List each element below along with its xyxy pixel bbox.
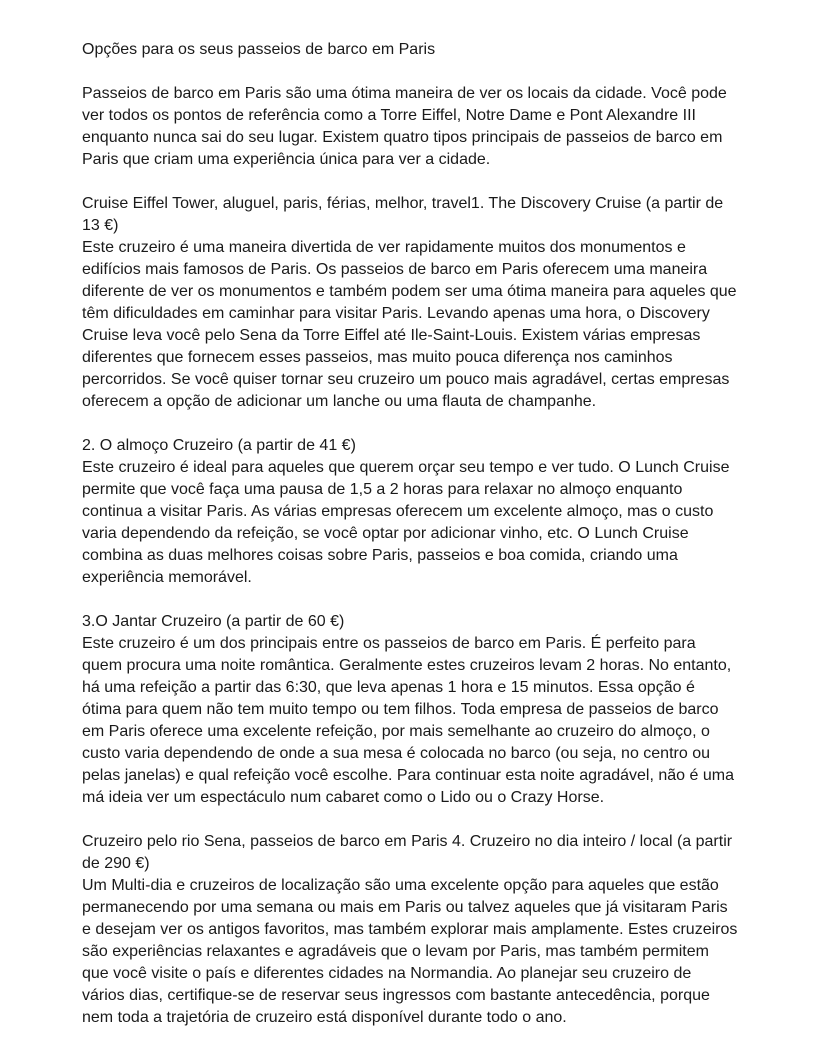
section-1-heading: Cruise Eiffel Tower, aluguel, paris, férias, melhor, travel1. The Discovery Cruise (a partir de 13 €) [82,195,724,234]
intro-paragraph: Passeios de barco em Paris são uma ótima maneira de ver os locais da cidade. Você pode ver todos os pontos de referência como a Torre Eiffel, Notre Dame e Pont Alexandre III enquanto nunca sai do seu lugar. Existem quatro tipos principais de passeios de barco em Paris que criam uma experiência única para ver a cidade. [82,85,727,168]
section-3-body: Este cruzeiro é um dos principais entre os passeios de barco em Paris. É perfeito para quem procura uma noite romântica. Geralmente estes cruzeiros levam 2 horas. No entanto, há uma refeição a partir das 6:30, que leva apenas 1 hora e 15 minutos. Essa opção é ótima para quem não tem muito tempo ou tem filhos. Toda empresa de passeios de barco em Paris oferece uma excelente refeição, por mais semelhante ao cruzeiro do almoço, o custo varia dependendo de onde a sua mesa é colocada no barco (ou seja, no centro ou pelas janelas) e qual refeição você escolhe. Para continuar esta noite agradável, não é uma má ideia ver um espectáculo num cabaret como o Lido ou o Crazy Horse. [82,635,734,806]
document-page [82,39,738,1029]
section-4-body: Um Multi-dia e cruzeiros de localização são uma excelente opção para aqueles que estão permanecendo por uma semana ou mais em Paris ou talvez aqueles que já visitaram Paris e desejam ver os antigos favoritos, mas também explorar mais amplamente. Estes cruzeiros são experiências relaxantes e agradáveis que o levam por Paris, mas também permitem que você visite o país e diferentes cidades na Normandia. Ao planejar seu cruzeiro de vários dias, certifique-se de reservar seus ingressos com bastante antecedência, porque nem toda a trajetória de cruzeiro está disponível durante todo o ano. [82,877,738,1026]
paragraph-gap [82,61,738,83]
paragraph-gap [82,413,738,435]
section-1-body: Este cruzeiro é uma maneira divertida de ver rapidamente muitos dos monumentos e edifícios mais famosos de Paris. Os passeios de barco em Paris oferecem uma maneira diferente de ver os monumentos e também podem ser uma ótima maneira para aqueles que têm dificuldades em caminhar para visitar Paris. Levando apenas uma hora, o Discovery Cruise leva você pelo Sena da Torre Eiffel até Ile-Saint-Louis. Existem várias empresas diferentes que fornecem esses passeios, mas muito pouca diferença nos caminhos percorridos. Se você quiser tornar seu cruzeiro um pouco mais agradável, certas empresas oferecem a opção de adicionar um lanche ou uma flauta de champanhe. [82,239,737,410]
section-2-body: Este cruzeiro é ideal para aqueles que querem orçar seu tempo e ver tudo. O Lunch Cruise permite que você faça uma pausa de 1,5 a 2 horas para relaxar no almoço enquanto continua a visitar Paris. As várias empresas oferecem um excelente almoço, mas o custo varia dependendo da refeição, se você optar por adicionar vinho, etc. O Lunch Cruise combina as duas melhores coisas sobre Paris, passeios e boa comida, criando uma experiência memorável. [82,459,730,586]
paragraph-gap [82,809,738,831]
section-2-heading: 2. O almoço Cruzeiro (a partir de 41 €) [82,437,356,454]
document-title: Opções para os seus passeios de barco em Paris [82,41,436,58]
section-3-heading: 3.O Jantar Cruzeiro (a partir de 60 €) [82,613,345,630]
paragraph-gap [82,589,738,611]
paragraph-gap [82,171,738,193]
section-4-heading: Cruzeiro pelo rio Sena, passeios de barco em Paris 4. Cruzeiro no dia inteiro / local (a partir de 290 €) [82,833,733,872]
